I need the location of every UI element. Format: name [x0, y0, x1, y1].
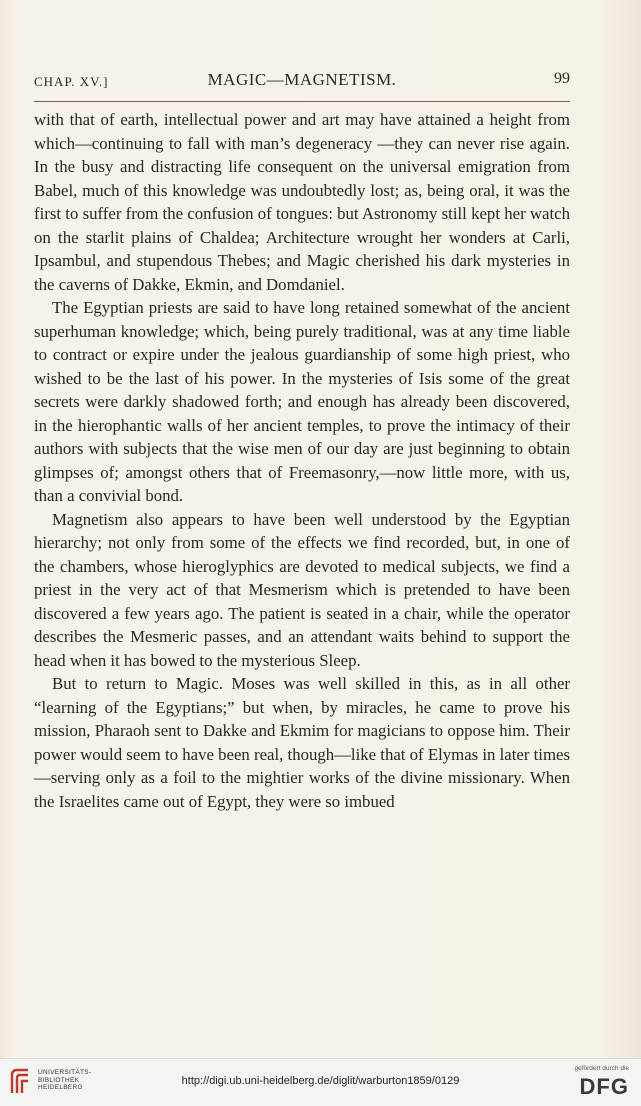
- paragraph-1: with that of earth, intellectual power and art may have attained a height from which—continuing to fall with man’s degeneracy —they can never rise again. In the busy and distracting life consequent on the universal emigration from Babel, much of this knowledge was undoubtedly lost; as, being oral, it was the first to suffer from the confusion of tongues: but Astronomy still kept her watch on the starlit plains of Chaldea; Architecture wrought her wonders at Carli, Ipsambul, and stupendous Thebes; and Magic cherished his dark mysteries in the caverns of Dakke, Ekmin, and Domdaniel.: [34, 110, 570, 294]
- page-number: 99: [554, 70, 570, 87]
- page-title: MAGIC—MAGNETISM.: [207, 70, 397, 89]
- viewer-footer: [0, 1058, 641, 1106]
- body-text: [34, 108, 570, 813]
- library-name: UNIVERSITÄTS- BIBLIOTHEK HEIDELBERG: [38, 1069, 92, 1091]
- paragraph-2: The Egyptian priests are said to have long retained somewhat of the ancient superhuman knowledge; which, being purely traditional, was at any time liable to contract or expire under the jealous guardianship of some high priest, who wished to be the last of his power. In the mysteries of Isis some of the great secrets were darkly shadowed forth; and enough has already been discovered, in the hierophantic walls of her ancient temples, to prove the intimacy of their authors with subjects that the wise men of our day are just beginning to obtain glimpses of; amongst others that of Freemasonry,—now little more, with us, than a convivial bond.: [34, 298, 570, 505]
- dfg-logo: DFG: [579, 1074, 629, 1099]
- header-rule: [34, 101, 570, 102]
- funding-note: gefördert durch die: [574, 1065, 629, 1072]
- permalink-url[interactable]: http://digi.ub.uni-heidelberg.de/diglit/warburton1859/0129: [181, 1075, 460, 1087]
- paragraph-3: Magnetism also appears to have been well understood by the Egyptian hierarchy; not only from some of the effects we find recorded, but, in one of the chambers, whose hieroglyphics are devoted to medical subjects, we find a priest in the very act of that Mesmerism which is pretended to have been discovered a few years ago. The patient is seated in a chair, while the operator describes the Mesmeric passes, and an attendant waits behind to support the head when it has bowed to the mysterious Sleep.: [34, 509, 570, 670]
- chapter-label: CHAP. XV.]: [34, 74, 109, 89]
- paragraph-4: But to return to Magic. Moses was well skilled in this, as in all other “learning of the Egyptians;” but when, by miracles, he came to prove his mission, Pharaoh sent to Dakke and Ekmim for magicians to oppose him. Their power would seem to have been real, though—like that of Elymas in later times—serving only as a foil to the mightier works of the divine missionary. When the Israelites came out of Egypt, they were so imbued: [34, 674, 570, 811]
- running-head: [34, 70, 570, 94]
